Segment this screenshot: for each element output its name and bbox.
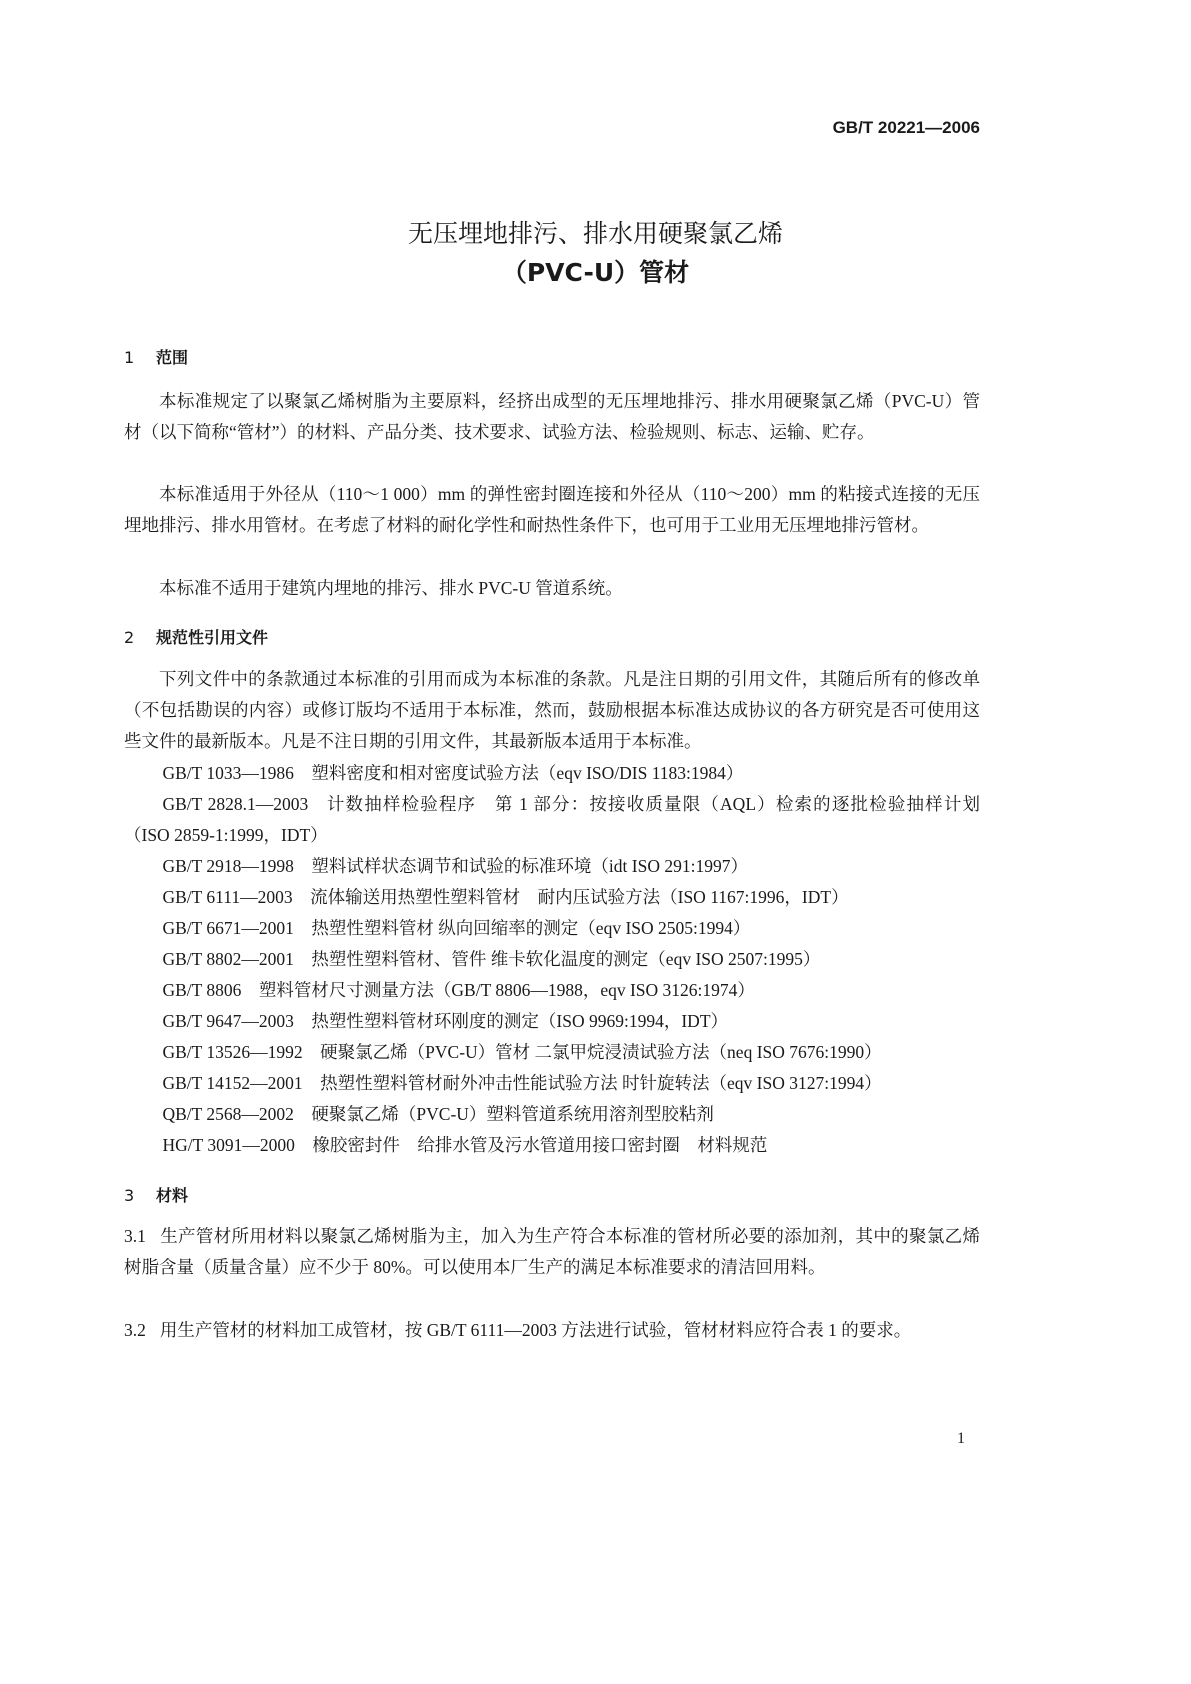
section-title: 规范性引用文件 (156, 628, 269, 647)
clause-text: 用生产管材的材料加工成管材，按 GB/T 6111—2003 方法进行试验，管材材料应符合表 1 的要求。 (159, 1320, 912, 1340)
reference-item (124, 1037, 980, 1068)
reference-item (124, 913, 980, 944)
clause-3-1 (124, 1221, 980, 1283)
section-number: 1 (124, 348, 135, 367)
clause-text: 生产管材所用材料以聚氯乙烯树脂为主，加入为生产符合本标准的管材所必要的添加剂，其中的聚氯乙烯树脂含量（质量含量）应不少于 80%。可以使用本厂生产的满足本标准要求的清洁回用料。 (124, 1226, 980, 1277)
reference-title: 塑料管材尺寸测量方法（GB/T 8806—1988，eqv ISO 3126:1974） (258, 980, 755, 1000)
section-number: 2 (124, 628, 135, 647)
reference-code: QB/T 2568—2002 (162, 1104, 294, 1124)
reference-item (124, 975, 980, 1006)
reference-code: GB/T 6671—2001 (162, 918, 294, 938)
reference-item (124, 758, 980, 789)
document-title-line1: 无压埋地排污、排水用硬聚氯乙烯 (407, 219, 783, 248)
reference-code: GB/T 13526—1992 (162, 1042, 303, 1062)
reference-item (124, 1006, 980, 1037)
reference-code: GB/T 2828.1—2003 (162, 794, 309, 814)
reference-title: 热塑性塑料管材环刚度的测定（ISO 9969:1994，IDT） (311, 1011, 729, 1031)
reference-item (124, 1068, 980, 1099)
clause-number: 3.1 (124, 1226, 146, 1246)
reference-code: HG/T 3091—2000 (162, 1135, 295, 1155)
section-number: 3 (124, 1186, 135, 1205)
reference-code: GB/T 14152—2001 (162, 1073, 303, 1093)
reference-code: GB/T 6111—2003 (162, 887, 293, 907)
reference-title: 计数抽样检验程序 第 1 部分：按接收质量限（AQL）检索的逐批检验抽样计划（ISO 2859-1:1999，IDT） (124, 794, 980, 845)
clause-number: 3.2 (124, 1320, 146, 1340)
reference-item (124, 882, 980, 913)
reference-item (124, 1130, 980, 1161)
reference-title: 热塑性塑料管材 纵向回缩率的测定（eqv ISO 2505:1994） (311, 918, 751, 938)
reference-title: 塑料试样状态调节和试验的标准环境（idt ISO 291:1997） (311, 856, 748, 876)
reference-title: 热塑性塑料管材、管件 维卡软化温度的测定（eqv ISO 2507:1995） (311, 949, 821, 969)
reference-item (124, 851, 980, 882)
clause-3-2 (124, 1315, 980, 1346)
reference-item (124, 944, 980, 975)
paragraph: 本标准适用于外径从（110～1 000）mm 的弹性密封圈连接和外径从（110～200）mm 的粘接式连接的无压埋地排污、排水用管材。在考虑了材料的耐化学性和耐热性条件下，也可用于工业用无压埋地排污管材。 (124, 484, 980, 535)
reference-title: 塑料密度和相对密度试验方法（eqv ISO/DIS 1183:1984） (311, 763, 744, 783)
reference-code: GB/T 1033—1986 (162, 763, 294, 783)
reference-item (124, 1099, 980, 1130)
reference-code: GB/T 2918—1998 (162, 856, 294, 876)
reference-title: 流体输送用热塑性塑料管材 耐内压试验方法（ISO 1167:1996，IDT） (310, 887, 849, 907)
reference-code: GB/T 8802—2001 (162, 949, 294, 969)
section-heading-3 (124, 1183, 188, 1206)
page-number: 1 (957, 1430, 965, 1447)
reference-title: 硬聚氯乙烯（PVC-U）管材 二氯甲烷浸渍试验方法（neq ISO 7676:1990） (320, 1042, 882, 1062)
standard-number-header: GB/T 20221—2006 (832, 118, 980, 137)
reference-title: 热塑性塑料管材耐外冲击性能试验方法 时针旋转法（eqv ISO 3127:1994） (320, 1073, 882, 1093)
reference-code: GB/T 8806 (162, 980, 242, 1000)
section-title: 范围 (156, 348, 189, 367)
reference-item (124, 789, 980, 851)
reference-code: GB/T 9647—2003 (162, 1011, 294, 1031)
reference-title: 硬聚氯乙烯（PVC-U）塑料管道系统用溶剂型胶粘剂 (311, 1104, 714, 1124)
document-title-line2: （PVC-U）管材 (501, 258, 690, 287)
paragraph: 本标准规定了以聚氯乙烯树脂为主要原料，经挤出成型的无压埋地排污、排水用硬聚氯乙烯（PVC-U）管材（以下简称“管材”）的材料、产品分类、技术要求、试验方法、检验规则、标志、运输、贮存。 (124, 391, 980, 442)
section-heading-1 (124, 345, 188, 368)
section-heading-2 (124, 625, 268, 648)
reference-title: 橡胶密封件 给排水管及污水管道用接口密封圈 材料规范 (312, 1135, 768, 1155)
paragraph: 下列文件中的条款通过本标准的引用而成为本标准的条款。凡是注日期的引用文件，其随后所有的修改单（不包括勘误的内容）或修订版均不适用于本标准，然而，鼓励根据本标准达成协议的各方研究是否可使用这些文件的最新版本。凡是不注日期的引用文件，其最新版本适用于本标准。 (124, 669, 980, 751)
paragraph: 本标准不适用于建筑内埋地的排污、排水 PVC-U 管道系统。 (159, 578, 623, 598)
section-title: 材料 (156, 1186, 189, 1205)
